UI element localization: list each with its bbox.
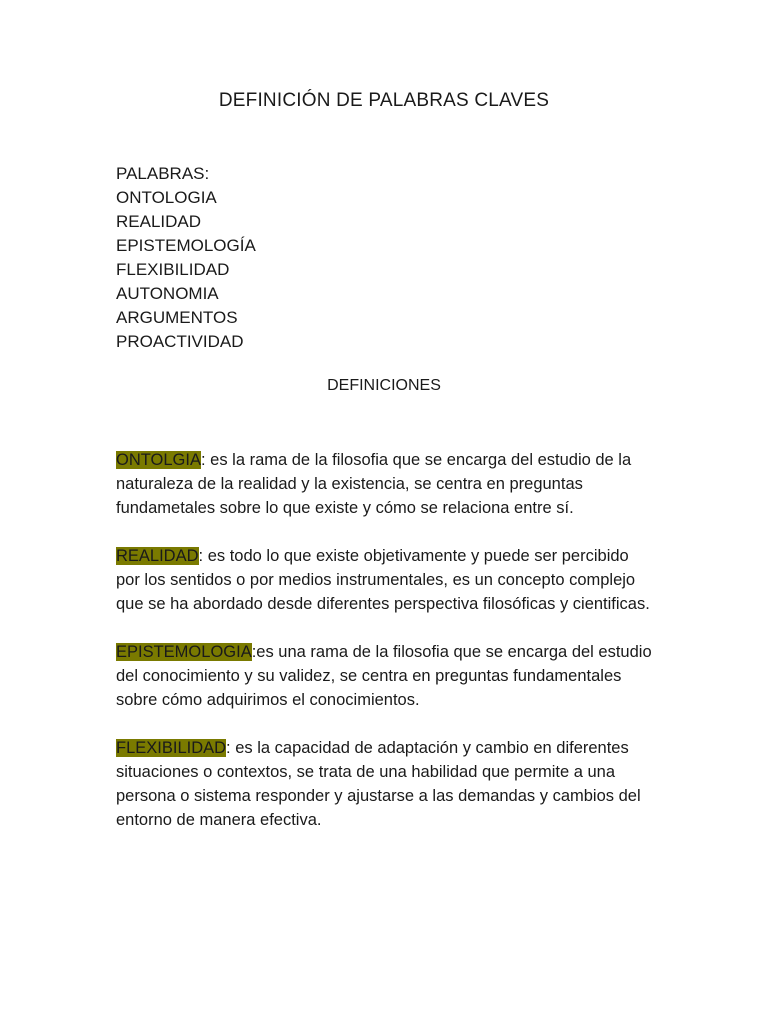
definition-text: : es la capacidad de adaptación y cambio en diferentes situaciones o contextos, se trata de una habilidad que permite a una persona o sistema responder y ajustarse a las demandas y cambios del entorno de manera efectiva. [116, 739, 641, 829]
keyword-item: FLEXIBILIDAD [116, 260, 230, 279]
definition-term-highlight: ONTOLGIA [116, 451, 201, 469]
definition-ontologia [116, 448, 656, 520]
keyword-item: PROACTIVIDAD [116, 332, 244, 351]
keyword-item: ONTOLOGIA [116, 188, 217, 207]
definition-epistemologia [116, 640, 656, 712]
definitions-heading: DEFINICIONES [327, 377, 441, 394]
document-title: DEFINICIÓN DE PALABRAS CLAVES [218, 90, 550, 111]
keyword-item: AUTONOMIA [116, 284, 219, 303]
definition-term-highlight: FLEXIBILIDAD [116, 739, 227, 757]
keyword-list-heading: PALABRAS: [116, 164, 210, 183]
keyword-item: REALIDAD [116, 212, 202, 231]
definition-flexibilidad [116, 736, 656, 832]
keyword-item: EPISTEMOLOGÍA [116, 236, 256, 255]
definitions-section [116, 448, 656, 856]
keyword-item: ARGUMENTOS [116, 308, 238, 327]
keyword-list [116, 162, 256, 354]
definition-text: : es la rama de la filosofia que se encarga del estudio de la naturaleza de la realidad y la existencia, se centra en preguntas fundametales sobre lo que existe y cómo se relaciona entre sí. [116, 451, 632, 517]
definition-realidad [116, 544, 656, 616]
definition-text: :es una rama de la filosofia que se encarga del estudio del conocimiento y su validez, se centra en preguntas fundamentales sobre cómo adquirimos el conocimientos. [116, 643, 652, 709]
definition-text: : es todo lo que existe objetivamente y puede ser percibido por los sentidos o por medios instrumentales, es un concepto complejo que se ha abordado desde diferentes perspectiva filosóficas y cientificas. [116, 547, 650, 613]
definition-term-highlight: EPISTEMOLOGIA [116, 643, 252, 661]
definition-term-highlight: REALIDAD [116, 547, 199, 565]
